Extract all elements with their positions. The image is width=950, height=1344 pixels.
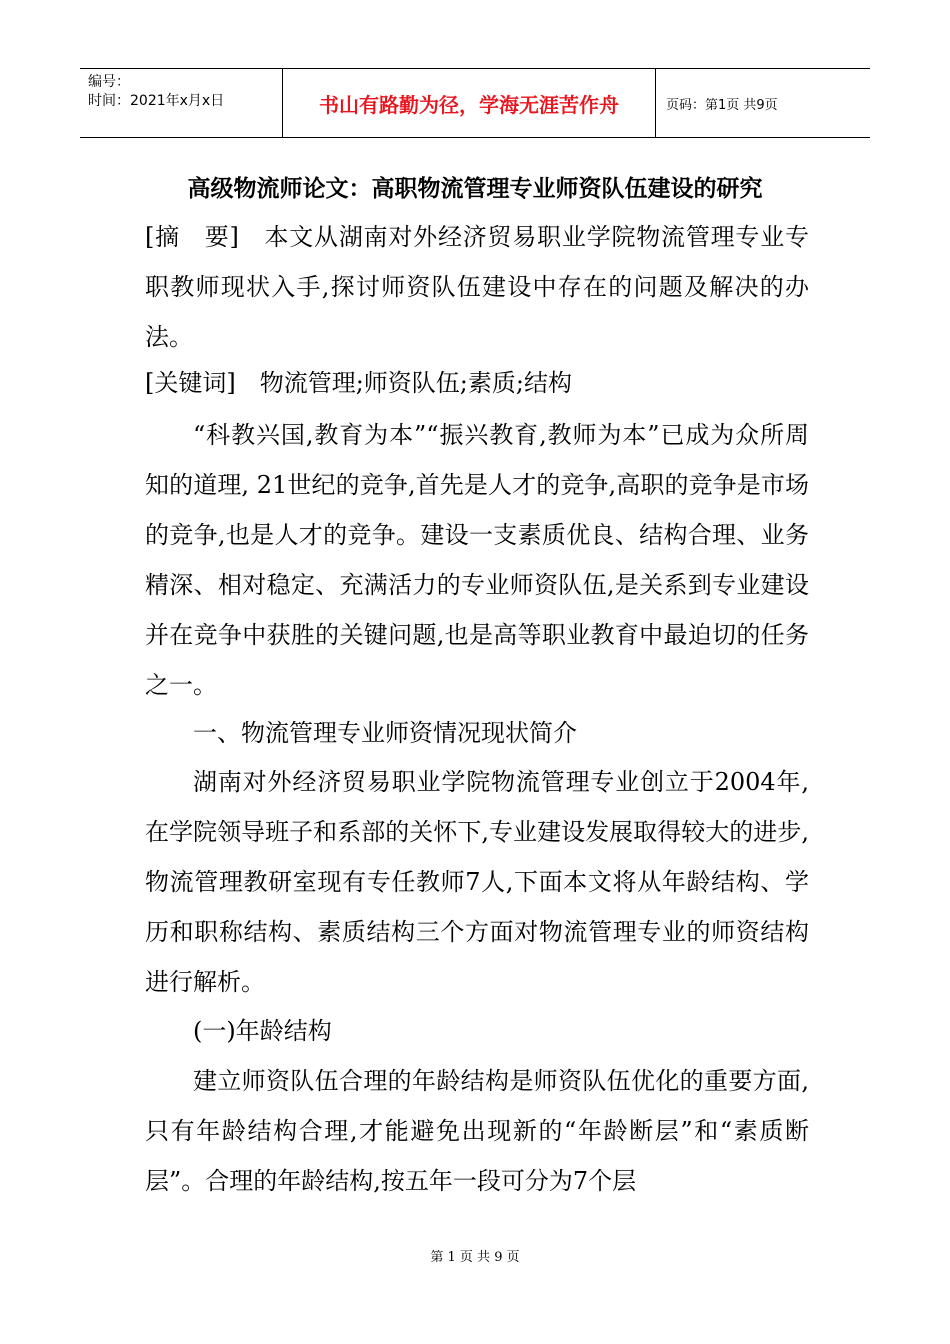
header-page-info: 页码：第1页 共9页 bbox=[666, 97, 778, 113]
date-label: 时间：2021年x月x日 bbox=[88, 93, 225, 109]
header-meta bbox=[80, 69, 282, 137]
page-footer: 第 1 页 共 9 页 bbox=[430, 1250, 520, 1265]
header-motto: 书山有路勤为径，学海无涯苦作舟 bbox=[282, 69, 656, 137]
section-heading-1: 一、物流管理专业师资情况现状简介 bbox=[193, 719, 577, 747]
body-paragraph-3: 建立师资队伍合理的年龄结构是师资队伍优化的重要方面,只有年龄结构合理,才能避免出现新的“年龄断层”和“素质断层”。合理的年龄结构,按五年一段可分为7个层 bbox=[145, 1067, 809, 1195]
body-paragraph-1: “科教兴国,教育为本”“振兴教育,教师为本”已成为众所周知的道理, 21世纪的竞争,首先是人才的竞争,高职的竞争是市场的竞争,也是人才的竞争。建设一支素质优良、结构合理、业务精深、相对稳定、充满活力的专业师资队伍,是关系到专业建设并在竞争中获胜的关键问题,也是高等职业教育中最迫切的任务之一。 bbox=[145, 421, 809, 699]
document-title: 高级物流师论文：高职物流管理专业师资队伍建设的研究 bbox=[187, 176, 763, 202]
document-header bbox=[80, 68, 870, 138]
abstract-paragraph: [摘 要] 本文从湖南对外经济贸易职业学院物流管理专业专职教师现状入手,探讨师资队伍建设中存在的问题及解决的办法。 bbox=[145, 223, 809, 351]
section-heading-2: (一)年龄结构 bbox=[193, 1017, 332, 1045]
body-paragraph-2: 湖南对外经济贸易职业学院物流管理专业创立于2004年,在学院领导班子和系部的关怀下,专业建设发展取得较大的进步,物流管理教研室现有专任教师7人,下面本文将从年龄结构、学历和职称结构、素质结构三个方面对物流管理专业的师资结构进行解析。 bbox=[145, 768, 809, 996]
number-label: 编号： bbox=[88, 74, 130, 90]
keywords-paragraph: [关键词] 物流管理;师资队伍;素质;结构 bbox=[145, 369, 572, 397]
